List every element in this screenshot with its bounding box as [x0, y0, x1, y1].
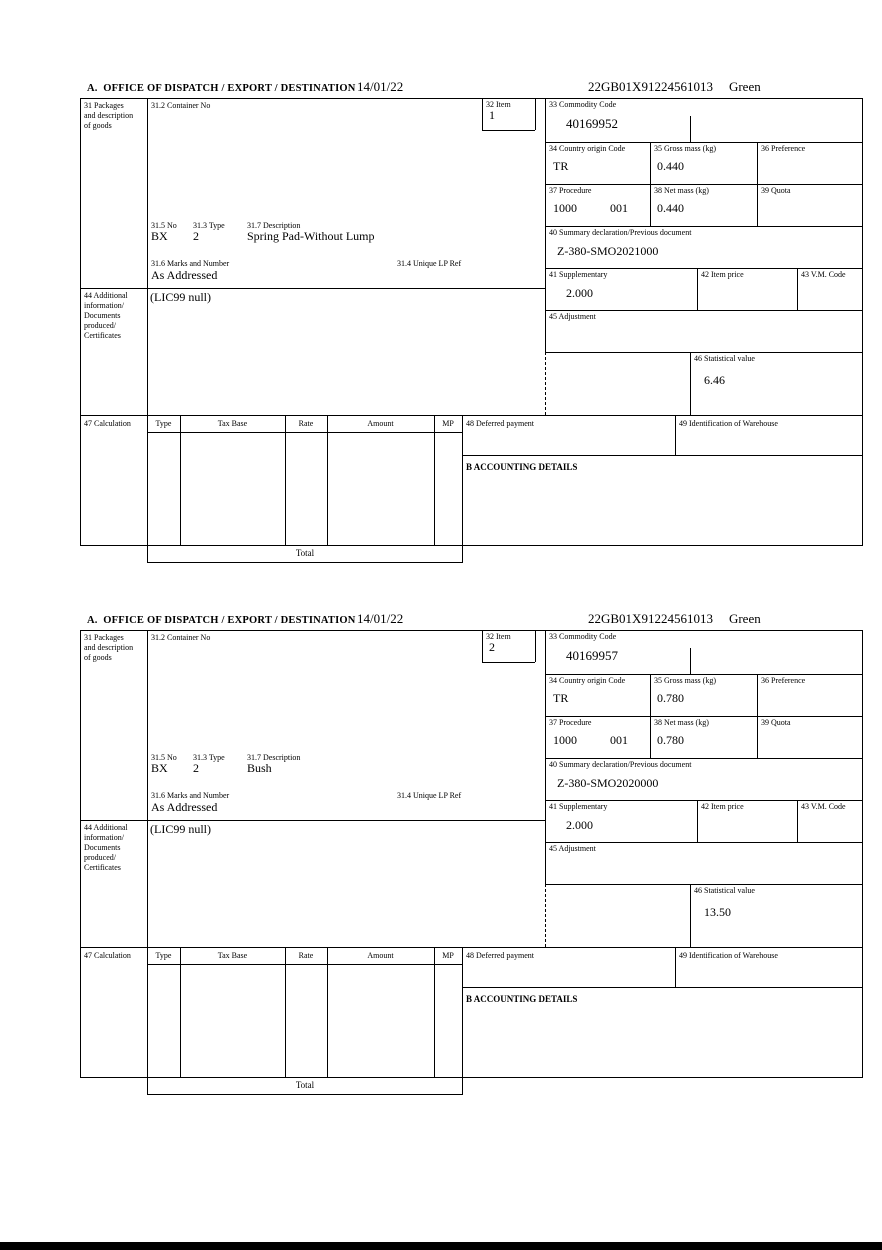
box31-5-no-label: 31.5 No — [151, 753, 177, 762]
grid-line — [147, 432, 462, 433]
previous-document: Z-380-SMO2020000 — [557, 776, 659, 790]
box31-4-unique-lp-ref-label: 31.4 Unique LP Ref — [397, 791, 462, 800]
net-mass-value: 0.780 — [657, 733, 684, 747]
procedure-code: 1000 — [553, 733, 577, 747]
package-count: 2 — [193, 761, 199, 775]
office-of-dispatch-heading: A. OFFICE OF DISPATCH / EXPORT / DESTINATION — [87, 83, 356, 94]
commodity-code-divider — [690, 116, 691, 142]
grid-line — [545, 630, 546, 884]
grid-line — [545, 310, 863, 311]
package-count: 2 — [193, 229, 199, 243]
tax-col-tax-base: Tax Base — [217, 951, 248, 960]
box46-statistical-value-label: 46 Statistical value — [694, 354, 755, 363]
grid-line — [434, 947, 435, 1077]
box31-3-type-label: 31.3 Type — [193, 753, 225, 762]
box47-calculation-label: 47 Calculation — [84, 419, 131, 428]
office-of-dispatch-heading: A. OFFICE OF DISPATCH / EXPORT / DESTINATION — [87, 615, 356, 626]
box33-commodity-label: 33 Commodity Code — [549, 632, 617, 641]
commodity-code: 40169952 — [566, 116, 618, 131]
form-outline — [80, 98, 863, 546]
net-mass-value: 0.440 — [657, 201, 684, 215]
box32-item-label: 32 Item — [486, 100, 511, 109]
grid-line — [180, 947, 181, 1077]
grid-line — [545, 758, 863, 759]
grid-line-dashed — [545, 352, 546, 415]
box49-warehouse-label: 49 Identification of Warehouse — [679, 951, 778, 960]
grid-line — [482, 630, 483, 662]
grid-line — [545, 268, 863, 269]
box45-adjustment-label: 45 Adjustment — [549, 844, 596, 853]
form-outline — [80, 630, 863, 1078]
country-origin-code: TR — [553, 159, 569, 173]
declaration-item-2 — [0, 612, 882, 1144]
box37-procedure-label: 37 Procedure — [549, 718, 592, 727]
marks-and-numbers: As Addressed — [151, 268, 218, 282]
grid-line — [545, 98, 546, 352]
grid-line — [690, 884, 691, 947]
movement-reference-number: 22GB01X91224561013 — [588, 79, 713, 94]
item-number: 1 — [489, 108, 495, 122]
tax-col-rate: Rate — [298, 951, 314, 960]
grid-line — [545, 842, 863, 843]
accounting-details-heading: B ACCOUNTING DETAILS — [466, 994, 578, 1004]
grid-line — [545, 674, 863, 675]
box39-quota-label: 39 Quota — [761, 186, 791, 195]
gross-mass-value: 0.780 — [657, 691, 684, 705]
grid-line — [462, 415, 463, 545]
box31-packages-label: 31 Packages and description of goods — [84, 101, 134, 130]
box46-statistical-value-label: 46 Statistical value — [694, 886, 755, 895]
box31-7-description-label: 31.7 Description — [247, 753, 301, 762]
grid-line — [147, 98, 148, 545]
box31-3-type-label: 31.3 Type — [193, 221, 225, 230]
grid-line — [482, 130, 535, 131]
total-label: Total — [295, 1080, 315, 1090]
grid-line — [285, 947, 286, 1077]
procedure-code: 1000 — [553, 201, 577, 215]
box43-vm-code-label: 43 V.M. Code — [801, 270, 846, 279]
box42-item-price-label: 42 Item price — [701, 802, 744, 811]
tax-total-row — [147, 1077, 463, 1095]
box31-packages-label: 31 Packages and description of goods — [84, 633, 134, 662]
grid-line — [697, 268, 698, 310]
grid-line — [545, 800, 863, 801]
box40-summary-declaration-label: 40 Summary declaration/Previous document — [549, 228, 692, 237]
package-kind: BX — [151, 229, 168, 243]
grid-line — [462, 455, 863, 456]
grid-line — [545, 352, 863, 353]
box37-procedure-label: 37 Procedure — [549, 186, 592, 195]
grid-line — [545, 184, 863, 185]
box36-preference-label: 36 Preference — [761, 144, 806, 153]
box47-calculation-label: 47 Calculation — [84, 951, 131, 960]
grid-line — [797, 800, 798, 842]
box36-preference-label: 36 Preference — [761, 676, 806, 685]
grid-line — [545, 716, 863, 717]
box40-summary-declaration-label: 40 Summary declaration/Previous document — [549, 760, 692, 769]
grid-line — [545, 884, 863, 885]
grid-line — [462, 987, 863, 988]
box31-6-marks-label: 31.6 Marks and Number — [151, 259, 230, 268]
tax-total-row — [147, 545, 463, 563]
grid-line — [545, 142, 863, 143]
box35-gross-mass-label: 35 Gross mass (kg) — [654, 676, 716, 685]
declaration-reference — [588, 80, 761, 94]
box48-deferred-payment-label: 48 Deferred payment — [466, 419, 534, 428]
goods-description: Spring Pad-Without Lump — [247, 229, 375, 243]
total-label: Total — [295, 548, 315, 558]
statistical-value: 13.50 — [704, 905, 731, 919]
box31-4-unique-lp-ref-label: 31.4 Unique LP Ref — [397, 259, 462, 268]
grid-line — [285, 415, 286, 545]
declaration-date: 14/01/22 — [357, 79, 404, 94]
grid-line — [482, 662, 535, 663]
tax-col-amount: Amount — [367, 419, 394, 428]
procedure-code-extra: 001 — [610, 733, 628, 747]
box42-item-price-label: 42 Item price — [701, 270, 744, 279]
box34-country-label: 34 Country origin Code — [549, 676, 626, 685]
marks-and-numbers: As Addressed — [151, 800, 218, 814]
additional-information: (LIC99 null) — [150, 290, 211, 304]
tax-col-mp: MP — [442, 419, 454, 428]
tax-col-rate: Rate — [298, 419, 314, 428]
declaration-date: 14/01/22 — [357, 611, 404, 626]
gross-mass-value: 0.440 — [657, 159, 684, 173]
accounting-details-heading: B ACCOUNTING DETAILS — [466, 462, 578, 472]
grid-line — [675, 415, 676, 455]
grid-line — [535, 630, 536, 662]
box44-additional-info-label: 44 Additional information/ Documents produced/ Certificates — [84, 823, 128, 872]
box31-7-description-label: 31.7 Description — [247, 221, 301, 230]
previous-document: Z-380-SMO2021000 — [557, 244, 659, 258]
commodity-code: 40169957 — [566, 648, 618, 663]
grid-line — [690, 352, 691, 415]
box41-supplementary-label: 41 Supplementary — [549, 270, 608, 279]
tax-col-mp: MP — [442, 951, 454, 960]
grid-line — [675, 947, 676, 987]
box31-2-container-label: 31.2 Container No — [151, 633, 211, 642]
box43-vm-code-label: 43 V.M. Code — [801, 802, 846, 811]
grid-line — [545, 226, 863, 227]
box38-net-mass-label: 38 Net mass (kg) — [654, 186, 709, 195]
grid-line — [80, 947, 863, 948]
tax-col-type: Type — [155, 419, 172, 428]
box48-deferred-payment-label: 48 Deferred payment — [466, 951, 534, 960]
box49-warehouse-label: 49 Identification of Warehouse — [679, 419, 778, 428]
routing-status: Green — [728, 611, 761, 626]
box41-supplementary-label: 41 Supplementary — [549, 802, 608, 811]
box39-quota-label: 39 Quota — [761, 718, 791, 727]
tax-col-tax-base: Tax Base — [217, 419, 248, 428]
tax-col-amount: Amount — [367, 951, 394, 960]
package-kind: BX — [151, 761, 168, 775]
country-origin-code: TR — [553, 691, 569, 705]
supplementary-units: 2.000 — [566, 286, 593, 300]
goods-description: Bush — [247, 761, 272, 775]
supplementary-units: 2.000 — [566, 818, 593, 832]
procedure-code-extra: 001 — [610, 201, 628, 215]
grid-line — [80, 415, 863, 416]
routing-status: Green — [728, 79, 761, 94]
grid-line — [147, 964, 462, 965]
statistical-value: 6.46 — [704, 373, 725, 387]
declaration-reference — [588, 612, 761, 626]
box45-adjustment-label: 45 Adjustment — [549, 312, 596, 321]
item-number: 2 — [489, 640, 495, 654]
declaration-item-1 — [0, 80, 882, 612]
grid-line — [180, 415, 181, 545]
grid-line — [327, 947, 328, 1077]
grid-line — [80, 820, 545, 821]
grid-line — [147, 630, 148, 1077]
grid-line — [462, 947, 463, 1077]
box31-5-no-label: 31.5 No — [151, 221, 177, 230]
box31-6-marks-label: 31.6 Marks and Number — [151, 791, 230, 800]
box32-item-label: 32 Item — [486, 632, 511, 641]
grid-line — [482, 98, 483, 130]
additional-information: (LIC99 null) — [150, 822, 211, 836]
box38-net-mass-label: 38 Net mass (kg) — [654, 718, 709, 727]
grid-line — [535, 98, 536, 130]
box44-additional-info-label: 44 Additional information/ Documents produced/ Certificates — [84, 291, 128, 340]
box34-country-label: 34 Country origin Code — [549, 144, 626, 153]
box33-commodity-label: 33 Commodity Code — [549, 100, 617, 109]
grid-line — [80, 288, 545, 289]
commodity-code-divider — [690, 648, 691, 674]
movement-reference-number: 22GB01X91224561013 — [588, 611, 713, 626]
tax-col-type: Type — [155, 951, 172, 960]
scan-edge-bar — [0, 1242, 882, 1250]
box31-2-container-label: 31.2 Container No — [151, 101, 211, 110]
grid-line — [797, 268, 798, 310]
grid-line-dashed — [545, 884, 546, 947]
grid-line — [327, 415, 328, 545]
box35-gross-mass-label: 35 Gross mass (kg) — [654, 144, 716, 153]
grid-line — [434, 415, 435, 545]
grid-line — [697, 800, 698, 842]
